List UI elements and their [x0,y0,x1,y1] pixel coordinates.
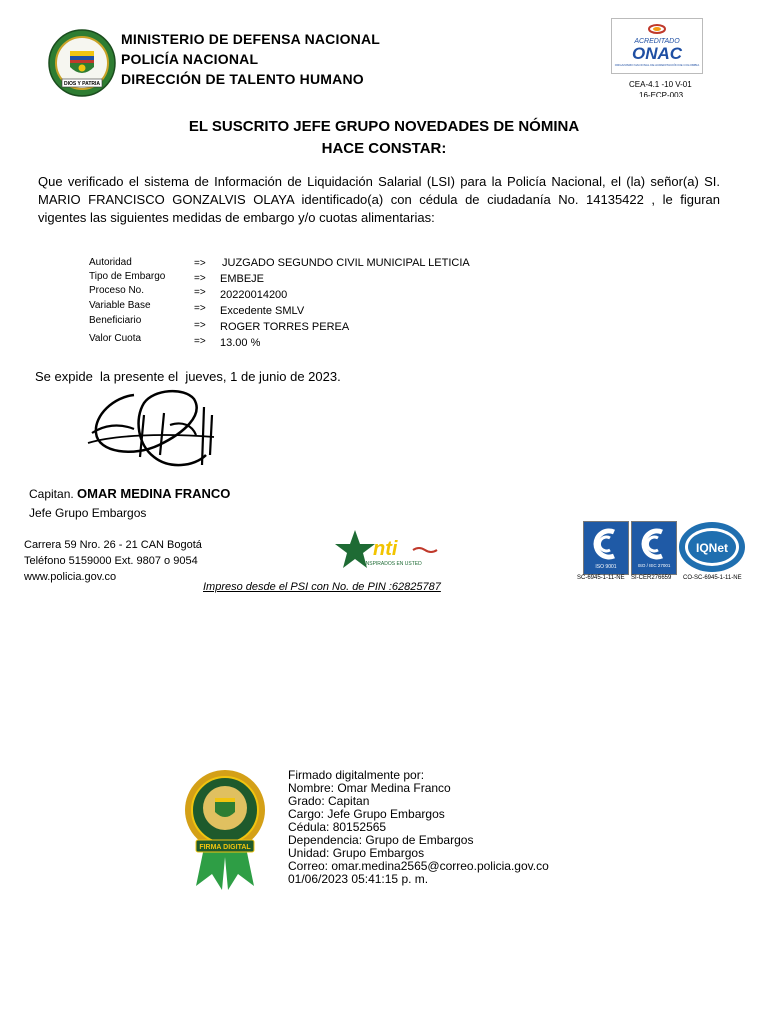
sig-line: Dependencia: Grupo de Embargos [288,833,474,847]
detail-arrow: => [194,303,206,314]
icontec-c-icon [632,522,676,574]
intro-paragraph: Que verificado el sistema de Información de Liquidación Salarial (LSI) para la Policía Nacional, el (la) señor(a) SI. MARIO FRANCISCO GONZALVIS OLAYA identificado(a) con cédula de ciudadanía No. 14135422 , le figuran vigentes las siguientes medidas de embargo y/o cuotas alimentarias: [38,174,720,225]
signer-name: OMAR MEDINA FRANCO [77,486,231,501]
detail-label: Autoridad [89,257,132,268]
onac-code-1: CEA-4.1 -10 V-01 [629,80,692,89]
onac-emblem-icon [612,19,702,73]
iqnet-globe-icon [678,521,746,573]
signer-line [29,486,230,501]
detail-value: ROGER TORRES PEREA [220,321,350,333]
cert-label: ISO 9001 [595,564,617,570]
contact-phone: Teléfono 5159000 Ext. 9807 o 9054 [24,555,198,567]
document-subtitle: HACE CONSTAR: [321,140,447,157]
digital-signature-badge [182,768,268,892]
sig-line: Cargo: Jefe Grupo Embargos [288,807,445,821]
detail-arrow: => [194,336,206,347]
sig-line: 01/06/2023 05:41:15 p. m. [288,872,429,886]
detail-arrow: => [194,258,206,269]
iso-27001-logo [631,521,677,575]
document-title: EL SUSCRITO JEFE GRUPO NOVEDADES DE NÓMINA [188,118,580,135]
cert-code: SI-CER276659 [631,575,672,581]
nti-star-icon [333,528,439,572]
directorate-name: DIRECCIÓN DE TALENTO HUMANO [121,71,364,87]
detail-arrow: => [194,287,206,298]
onac-code-2: 16-ECP-003 [639,91,684,97]
printed-pin: Impreso desde el PSI con No. de PIN :62825787 [203,581,441,593]
nti-brand: nti [373,538,398,560]
sig-line: Cédula: 80152565 [288,820,387,834]
detail-arrow: => [194,273,206,284]
onac-brand: ONAC [631,44,683,63]
detail-value: EMBEJE [220,273,265,285]
detail-value: 20220014200 [220,289,288,301]
cert-code: SC-6945-1-11-NE [577,575,625,581]
sig-line: Nombre: Omar Medina Franco [288,781,451,795]
signer-rank: Capitan. [29,487,74,501]
detail-label: Proceso No. [89,285,145,296]
icontec-c-icon [584,522,628,574]
detail-arrow: => [194,320,206,331]
onac-sub: ORGANISMO NACIONAL DE ACREDITACIÓN DE COLOMBIA [614,63,700,67]
contact-website: www.policia.gov.co [24,571,117,583]
seal-motto: DIOS Y PATRIA [63,81,101,87]
detail-label: Beneficiario [89,315,142,326]
cert-label: IQNet [695,541,729,555]
onac-top: ACREDITADO [634,38,680,45]
signer-role: Jefe Grupo Embargos [29,506,147,520]
sig-line: Firmado digitalmente por: [288,768,425,782]
iso-9001-logo [583,521,629,575]
cert-code: CO-SC-6945-1-11-NE [683,575,742,581]
sig-line: Correo: omar.medina2565@correo.policia.gov.co [288,859,549,873]
detail-value: JUZGADO SEGUNDO CIVIL MUNICIPAL LETICIA [222,257,470,269]
detail-label: Valor Cuota [89,333,142,344]
expedition-date: Se expide la presente el jueves, 1 de junio de 2023. [35,369,341,384]
iqnet-logo [678,521,746,573]
sig-line: Unidad: Grupo Embargos [288,846,425,860]
nti-tagline: INSPIRADOS EN USTED [364,561,422,567]
detail-value: 13.00 % [220,337,261,349]
detail-value: Excedente SMLV [220,305,305,317]
detail-label: Tipo de Embargo [89,271,166,282]
handwritten-signature [74,385,246,480]
badge-label: FIRMA DIGITAL [199,844,251,851]
sig-line: Grado: Capitan [288,794,370,808]
contact-address: Carrera 59 Nro. 26 - 21 CAN Bogotá [24,539,202,551]
nti-logo [333,528,439,572]
police-seal-logo [48,29,116,97]
ministry-name: MINISTERIO DE DEFENSA NACIONAL [121,31,381,47]
police-name: POLICÍA NACIONAL [121,51,259,67]
cert-label: ISO / IEC 27001 [637,563,671,568]
detail-label: Variable Base [89,300,151,311]
onac-accreditation-logo [611,18,703,74]
